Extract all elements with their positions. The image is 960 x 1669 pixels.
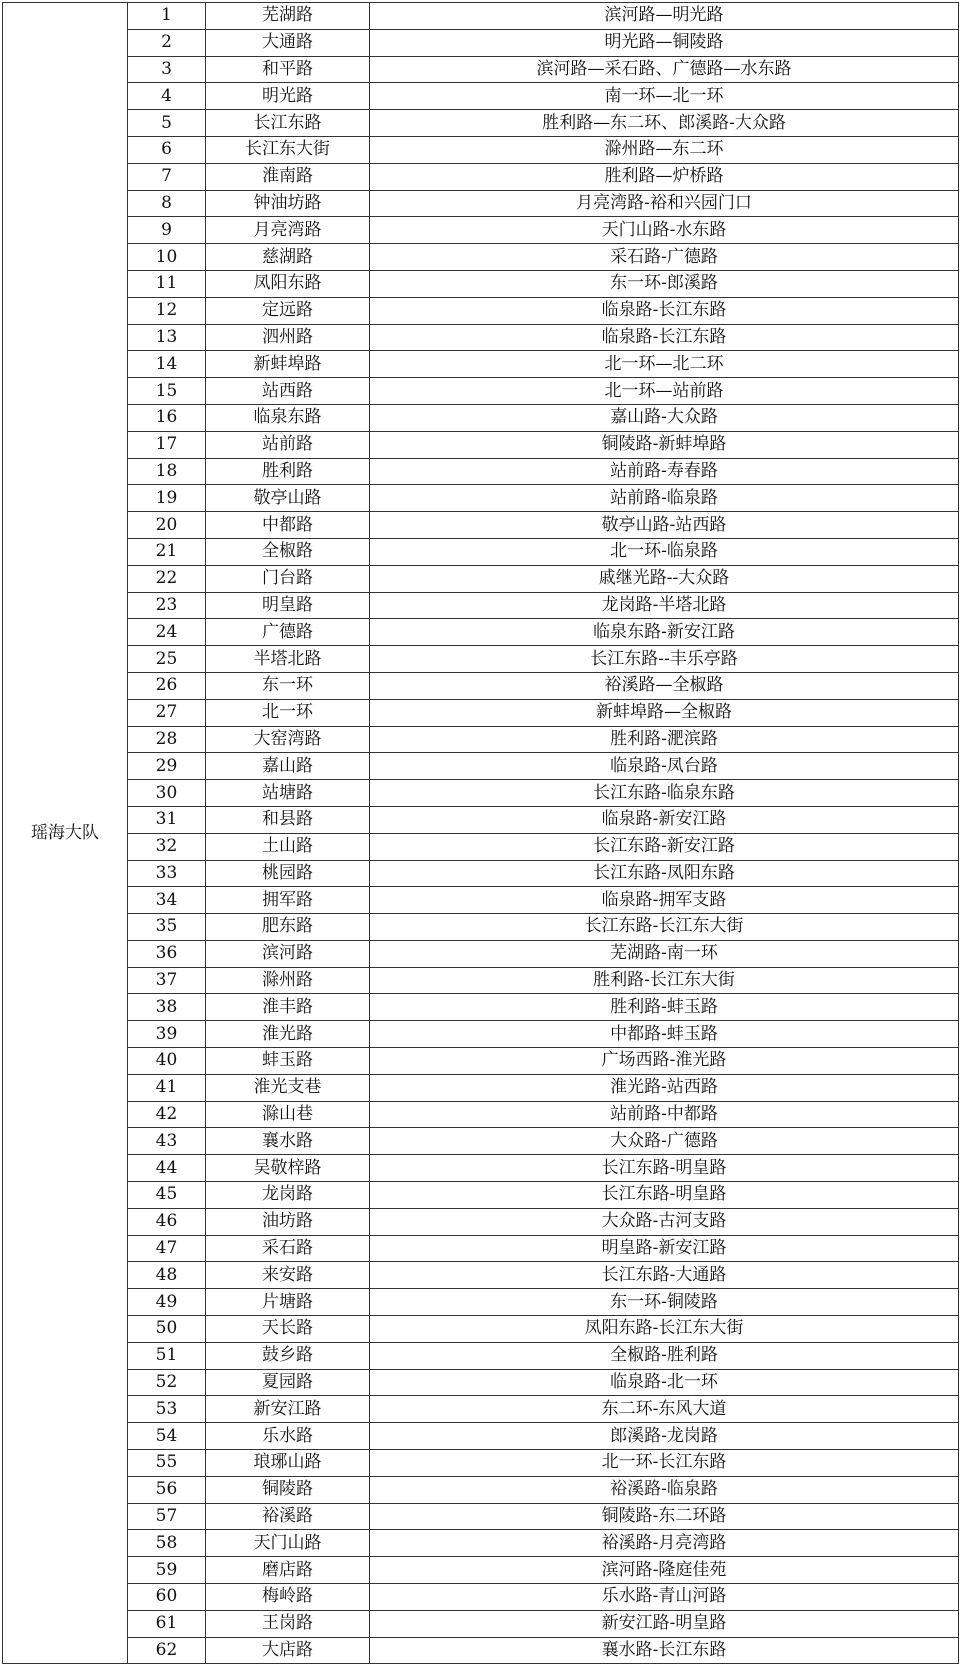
table-row (3, 512, 959, 539)
row-number: 60 (128, 1584, 206, 1611)
table-row (3, 1262, 959, 1289)
table-row (3, 485, 959, 512)
table-row (3, 431, 959, 458)
row-number: 51 (128, 1342, 206, 1369)
road-name: 半塔北路 (206, 646, 370, 673)
row-number: 19 (128, 485, 206, 512)
road-section: 临泉路-凤台路 (370, 753, 959, 780)
road-section: 淮光路-站西路 (370, 1074, 959, 1101)
table-row (3, 780, 959, 807)
row-number: 16 (128, 404, 206, 431)
road-name: 土山路 (206, 833, 370, 860)
table-row (3, 1396, 959, 1423)
table-row (3, 297, 959, 324)
table-row (3, 324, 959, 351)
row-number: 28 (128, 726, 206, 753)
row-number: 32 (128, 833, 206, 860)
road-section: 新安江路-明皇路 (370, 1610, 959, 1637)
table-row (3, 458, 959, 485)
table-row (3, 1074, 959, 1101)
road-section: 襄水路-长江东路 (370, 1637, 959, 1664)
table-row (3, 592, 959, 619)
row-number: 41 (128, 1074, 206, 1101)
road-section: 胜利路—东二环、郎溪路-大众路 (370, 110, 959, 137)
table-row (3, 29, 959, 56)
road-section: 长江东路-凤阳东路 (370, 860, 959, 887)
row-number: 46 (128, 1208, 206, 1235)
road-section: 裕溪路-月亮湾路 (370, 1530, 959, 1557)
row-number: 27 (128, 699, 206, 726)
row-number: 35 (128, 914, 206, 941)
row-number: 50 (128, 1316, 206, 1343)
road-name: 油坊路 (206, 1208, 370, 1235)
table-row (3, 914, 959, 941)
table-row (3, 806, 959, 833)
road-name: 梅岭路 (206, 1584, 370, 1611)
row-number: 8 (128, 190, 206, 217)
road-section: 临泉路-北一环 (370, 1369, 959, 1396)
row-number: 12 (128, 297, 206, 324)
table-row (3, 1476, 959, 1503)
road-section: 月亮湾路-裕和兴园门口 (370, 190, 959, 217)
road-section: 北一环—北二环 (370, 351, 959, 378)
road-section: 北一环—站前路 (370, 378, 959, 405)
road-name: 吴敬梓路 (206, 1155, 370, 1182)
road-section: 东二环-东风大道 (370, 1396, 959, 1423)
road-name: 和平路 (206, 56, 370, 83)
road-section: 明皇路-新安江路 (370, 1235, 959, 1262)
row-number: 20 (128, 512, 206, 539)
row-number: 53 (128, 1396, 206, 1423)
table-row (3, 1342, 959, 1369)
row-number: 55 (128, 1450, 206, 1477)
table-row (3, 378, 959, 405)
table-row (3, 1048, 959, 1075)
road-table-body (3, 3, 959, 1664)
road-name: 铜陵路 (206, 1476, 370, 1503)
road-name: 滁州路 (206, 967, 370, 994)
road-section: 临泉路-长江东路 (370, 297, 959, 324)
road-name: 淮南路 (206, 163, 370, 190)
road-section: 长江东路-临泉东路 (370, 780, 959, 807)
road-section: 郎溪路-龙岗路 (370, 1423, 959, 1450)
road-section: 中都路-蚌玉路 (370, 1021, 959, 1048)
road-name: 钟油坊路 (206, 190, 370, 217)
table-row (3, 163, 959, 190)
road-name: 大窑湾路 (206, 726, 370, 753)
road-section: 戚继光路--大众路 (370, 565, 959, 592)
table-row (3, 672, 959, 699)
table-row (3, 1155, 959, 1182)
row-number: 61 (128, 1610, 206, 1637)
table-row (3, 1610, 959, 1637)
table-row (3, 1289, 959, 1316)
row-number: 34 (128, 887, 206, 914)
road-name: 王岗路 (206, 1610, 370, 1637)
road-section: 滨河路—明光路 (370, 3, 959, 30)
row-number: 11 (128, 270, 206, 297)
row-number: 21 (128, 538, 206, 565)
table-row (3, 244, 959, 271)
row-number: 10 (128, 244, 206, 271)
table-row (3, 1557, 959, 1584)
table-row (3, 860, 959, 887)
row-number: 5 (128, 110, 206, 137)
road-name: 北一环 (206, 699, 370, 726)
road-name: 凤阳东路 (206, 270, 370, 297)
table-row (3, 270, 959, 297)
road-name: 新安江路 (206, 1396, 370, 1423)
row-number: 25 (128, 646, 206, 673)
table-row (3, 1101, 959, 1128)
table-row (3, 726, 959, 753)
row-number: 48 (128, 1262, 206, 1289)
table-row (3, 1637, 959, 1664)
row-number: 40 (128, 1048, 206, 1075)
road-section: 铜陵路-东二环路 (370, 1503, 959, 1530)
table-row (3, 1208, 959, 1235)
table-row (3, 887, 959, 914)
row-number: 9 (128, 217, 206, 244)
table-row (3, 1128, 959, 1155)
road-name: 淮光路 (206, 1021, 370, 1048)
road-name: 磨店路 (206, 1557, 370, 1584)
road-section: 临泉路-长江东路 (370, 324, 959, 351)
road-name: 泗州路 (206, 324, 370, 351)
row-number: 38 (128, 994, 206, 1021)
table-row (3, 699, 959, 726)
road-section: 临泉路-新安江路 (370, 806, 959, 833)
road-name: 明皇路 (206, 592, 370, 619)
row-number: 24 (128, 619, 206, 646)
row-number: 36 (128, 940, 206, 967)
row-number: 17 (128, 431, 206, 458)
row-number: 47 (128, 1235, 206, 1262)
road-name: 淮丰路 (206, 994, 370, 1021)
table-row (3, 190, 959, 217)
road-name: 淮光支巷 (206, 1074, 370, 1101)
table-row (3, 217, 959, 244)
road-section: 龙岗路-半塔北路 (370, 592, 959, 619)
road-section: 胜利路-长江东大街 (370, 967, 959, 994)
road-section: 东一环-铜陵路 (370, 1289, 959, 1316)
row-number: 29 (128, 753, 206, 780)
road-name: 夏园路 (206, 1369, 370, 1396)
row-number: 58 (128, 1530, 206, 1557)
road-section: 北一环-长江东路 (370, 1450, 959, 1477)
row-number: 45 (128, 1182, 206, 1209)
road-section: 新蚌埠路—全椒路 (370, 699, 959, 726)
row-number: 23 (128, 592, 206, 619)
road-name: 襄水路 (206, 1128, 370, 1155)
road-name: 天长路 (206, 1316, 370, 1343)
table-row (3, 1423, 959, 1450)
table-row (3, 3, 959, 30)
road-section: 胜利路-蚌玉路 (370, 994, 959, 1021)
table-row (3, 538, 959, 565)
road-name: 嘉山路 (206, 753, 370, 780)
row-number: 56 (128, 1476, 206, 1503)
road-name: 站塘路 (206, 780, 370, 807)
road-name: 胜利路 (206, 458, 370, 485)
table-row (3, 619, 959, 646)
table-row (3, 1503, 959, 1530)
road-section: 大众路-古河支路 (370, 1208, 959, 1235)
road-section: 裕溪路-临泉路 (370, 1476, 959, 1503)
road-name: 大通路 (206, 29, 370, 56)
road-name: 乐水路 (206, 1423, 370, 1450)
road-section: 全椒路-胜利路 (370, 1342, 959, 1369)
road-section: 长江东路-明皇路 (370, 1182, 959, 1209)
road-name: 门台路 (206, 565, 370, 592)
road-name: 站西路 (206, 378, 370, 405)
table-row (3, 1316, 959, 1343)
row-number: 3 (128, 56, 206, 83)
row-number: 7 (128, 163, 206, 190)
road-section: 大众路-广德路 (370, 1128, 959, 1155)
row-number: 54 (128, 1423, 206, 1450)
road-name: 东一环 (206, 672, 370, 699)
road-section: 临泉东路-新安江路 (370, 619, 959, 646)
row-number: 18 (128, 458, 206, 485)
table-row (3, 1450, 959, 1477)
road-section: 胜利路—炉桥路 (370, 163, 959, 190)
road-name: 鼓乡路 (206, 1342, 370, 1369)
road-section: 长江东路-长江东大街 (370, 914, 959, 941)
row-number: 44 (128, 1155, 206, 1182)
road-name: 蚌玉路 (206, 1048, 370, 1075)
road-section: 明光路—铜陵路 (370, 29, 959, 56)
road-name: 桃园路 (206, 860, 370, 887)
road-section: 裕溪路—全椒路 (370, 672, 959, 699)
road-name: 天门山路 (206, 1530, 370, 1557)
road-name: 来安路 (206, 1262, 370, 1289)
road-section: 滁州路—东二环 (370, 136, 959, 163)
table-row (3, 83, 959, 110)
table-row (3, 404, 959, 431)
unit-cell: 瑶海大队 (3, 3, 128, 1664)
row-number: 37 (128, 967, 206, 994)
row-number: 49 (128, 1289, 206, 1316)
road-section: 滨河路—采石路、广德路—水东路 (370, 56, 959, 83)
table-row (3, 56, 959, 83)
road-section: 北一环-临泉路 (370, 538, 959, 565)
road-name: 广德路 (206, 619, 370, 646)
row-number: 42 (128, 1101, 206, 1128)
row-number: 22 (128, 565, 206, 592)
table-row (3, 967, 959, 994)
road-section: 长江东路-明皇路 (370, 1155, 959, 1182)
road-name: 大店路 (206, 1637, 370, 1664)
table-row (3, 940, 959, 967)
row-number: 59 (128, 1557, 206, 1584)
road-name: 采石路 (206, 1235, 370, 1262)
road-section: 南一环—北一环 (370, 83, 959, 110)
road-name: 长江东路 (206, 110, 370, 137)
road-section: 铜陵路-新蚌埠路 (370, 431, 959, 458)
road-name: 明光路 (206, 83, 370, 110)
road-section: 凤阳东路-长江东大街 (370, 1316, 959, 1343)
table-row (3, 1235, 959, 1262)
road-section: 长江东路--丰乐亭路 (370, 646, 959, 673)
table-row (3, 1182, 959, 1209)
row-number: 15 (128, 378, 206, 405)
row-number: 14 (128, 351, 206, 378)
road-section: 站前路-临泉路 (370, 485, 959, 512)
table-row (3, 351, 959, 378)
road-name: 全椒路 (206, 538, 370, 565)
road-name: 拥军路 (206, 887, 370, 914)
row-number: 4 (128, 83, 206, 110)
road-name: 片塘路 (206, 1289, 370, 1316)
road-section: 嘉山路-大众路 (370, 404, 959, 431)
table-row (3, 994, 959, 1021)
road-section: 采石路-广德路 (370, 244, 959, 271)
road-name: 敬亭山路 (206, 485, 370, 512)
table-row (3, 753, 959, 780)
row-number: 13 (128, 324, 206, 351)
road-table (2, 2, 959, 1664)
road-section: 站前路-寿春路 (370, 458, 959, 485)
road-name: 中都路 (206, 512, 370, 539)
road-name: 定远路 (206, 297, 370, 324)
road-name: 肥东路 (206, 914, 370, 941)
row-number: 43 (128, 1128, 206, 1155)
road-name: 月亮湾路 (206, 217, 370, 244)
road-name: 龙岗路 (206, 1182, 370, 1209)
row-number: 52 (128, 1369, 206, 1396)
road-section: 敬亭山路-站西路 (370, 512, 959, 539)
road-section: 临泉路-拥军支路 (370, 887, 959, 914)
road-section: 长江东路-新安江路 (370, 833, 959, 860)
road-section: 东一环-郎溪路 (370, 270, 959, 297)
road-name: 慈湖路 (206, 244, 370, 271)
row-number: 62 (128, 1637, 206, 1664)
road-name: 滨河路 (206, 940, 370, 967)
road-section: 芜湖路-南一环 (370, 940, 959, 967)
road-name: 琅琊山路 (206, 1450, 370, 1477)
road-name: 裕溪路 (206, 1503, 370, 1530)
row-number: 6 (128, 136, 206, 163)
row-number: 30 (128, 780, 206, 807)
table-row (3, 833, 959, 860)
table-row (3, 1369, 959, 1396)
road-name: 芜湖路 (206, 3, 370, 30)
row-number: 33 (128, 860, 206, 887)
road-section: 胜利路-淝滨路 (370, 726, 959, 753)
road-section: 长江东路-大通路 (370, 1262, 959, 1289)
table-row (3, 110, 959, 137)
row-number: 39 (128, 1021, 206, 1048)
road-section: 广场西路-淮光路 (370, 1048, 959, 1075)
road-name: 临泉东路 (206, 404, 370, 431)
road-name: 滁山巷 (206, 1101, 370, 1128)
road-section: 天门山路-水东路 (370, 217, 959, 244)
road-section: 站前路-中都路 (370, 1101, 959, 1128)
row-number: 2 (128, 29, 206, 56)
table-row (3, 1584, 959, 1611)
road-name: 站前路 (206, 431, 370, 458)
row-number: 31 (128, 806, 206, 833)
row-number: 57 (128, 1503, 206, 1530)
table-row (3, 646, 959, 673)
row-number: 1 (128, 3, 206, 30)
road-section: 滨河路-隆庭佳苑 (370, 1557, 959, 1584)
road-section: 乐水路-青山河路 (370, 1584, 959, 1611)
road-name: 和县路 (206, 806, 370, 833)
table-row (3, 1530, 959, 1557)
table-row (3, 136, 959, 163)
table-row (3, 1021, 959, 1048)
table-row (3, 565, 959, 592)
road-name: 长江东大街 (206, 136, 370, 163)
row-number: 26 (128, 672, 206, 699)
road-name: 新蚌埠路 (206, 351, 370, 378)
